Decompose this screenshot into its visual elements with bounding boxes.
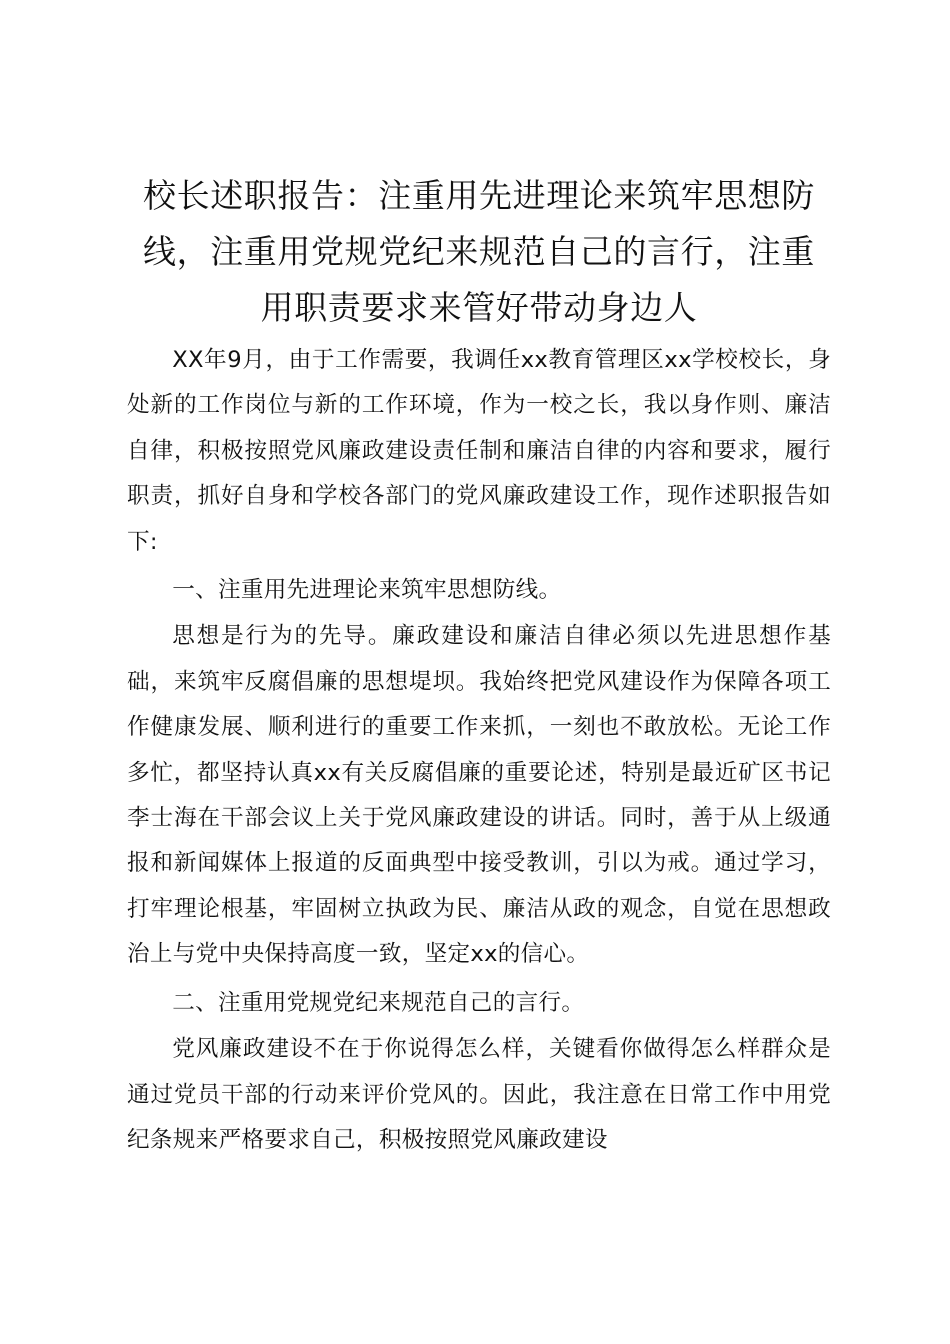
section-body-1: 思想是行为的先导。廉政建设和廉洁自律必须以先进思想作基础，来筑牢反腐倡廉的思想堤坝。我始终把党风建设作为保障各项工作健康发展、顺利进行的重要工作来抓，一刻也不敢放松。无论工作多忙，都坚持认真xx有关反腐倡廉的重要论述，特别是最近矿区书记李士海在干部会议上关于党风廉政建设的讲话。同时，善于从上级通报和新闻媒体上报道的反面典型中接受教训，引以为戒。通过学习，打牢理论根基，牢固树立执政为民、廉洁从政的观念，自觉在思想政治上与党中央保持高度一致，坚定xx的信心。 — [127, 623, 831, 968]
document-title: 校长述职报告：注重用先进理论来筑牢思想防线，注重用党规党纪来规范自己的言行，注重用职责要求来管好带动身边人 — [143, 176, 815, 327]
section-heading-1: 一、注重用先进理论来筑牢思想防线。 — [172, 577, 562, 604]
document-page — [127, 168, 831, 1163]
section-heading-2: 二、注重用党规党纪来规范自己的言行。 — [172, 989, 585, 1016]
intro-paragraph: XX年9月，由于工作需要，我调任xx教育管理区xx学校校长，身处新的工作岗位与新的工作环境，作为一校之长，我以身作则、廉洁自律，积极按照党风廉政建设责任制和廉洁自律的内容和要求，履行职责，抓好自身和学校各部门的党风廉政建设工作，现作述职报告如下: — [127, 347, 831, 555]
section-body-2: 党风廉政建设不在于你说得怎么样，关键看你做得怎么样群众是通过党员干部的行动来评价党风的。因此，我注意在日常工作中用党纪条规来严格要求自己，积极按照党风廉政建设 — [127, 1036, 831, 1153]
